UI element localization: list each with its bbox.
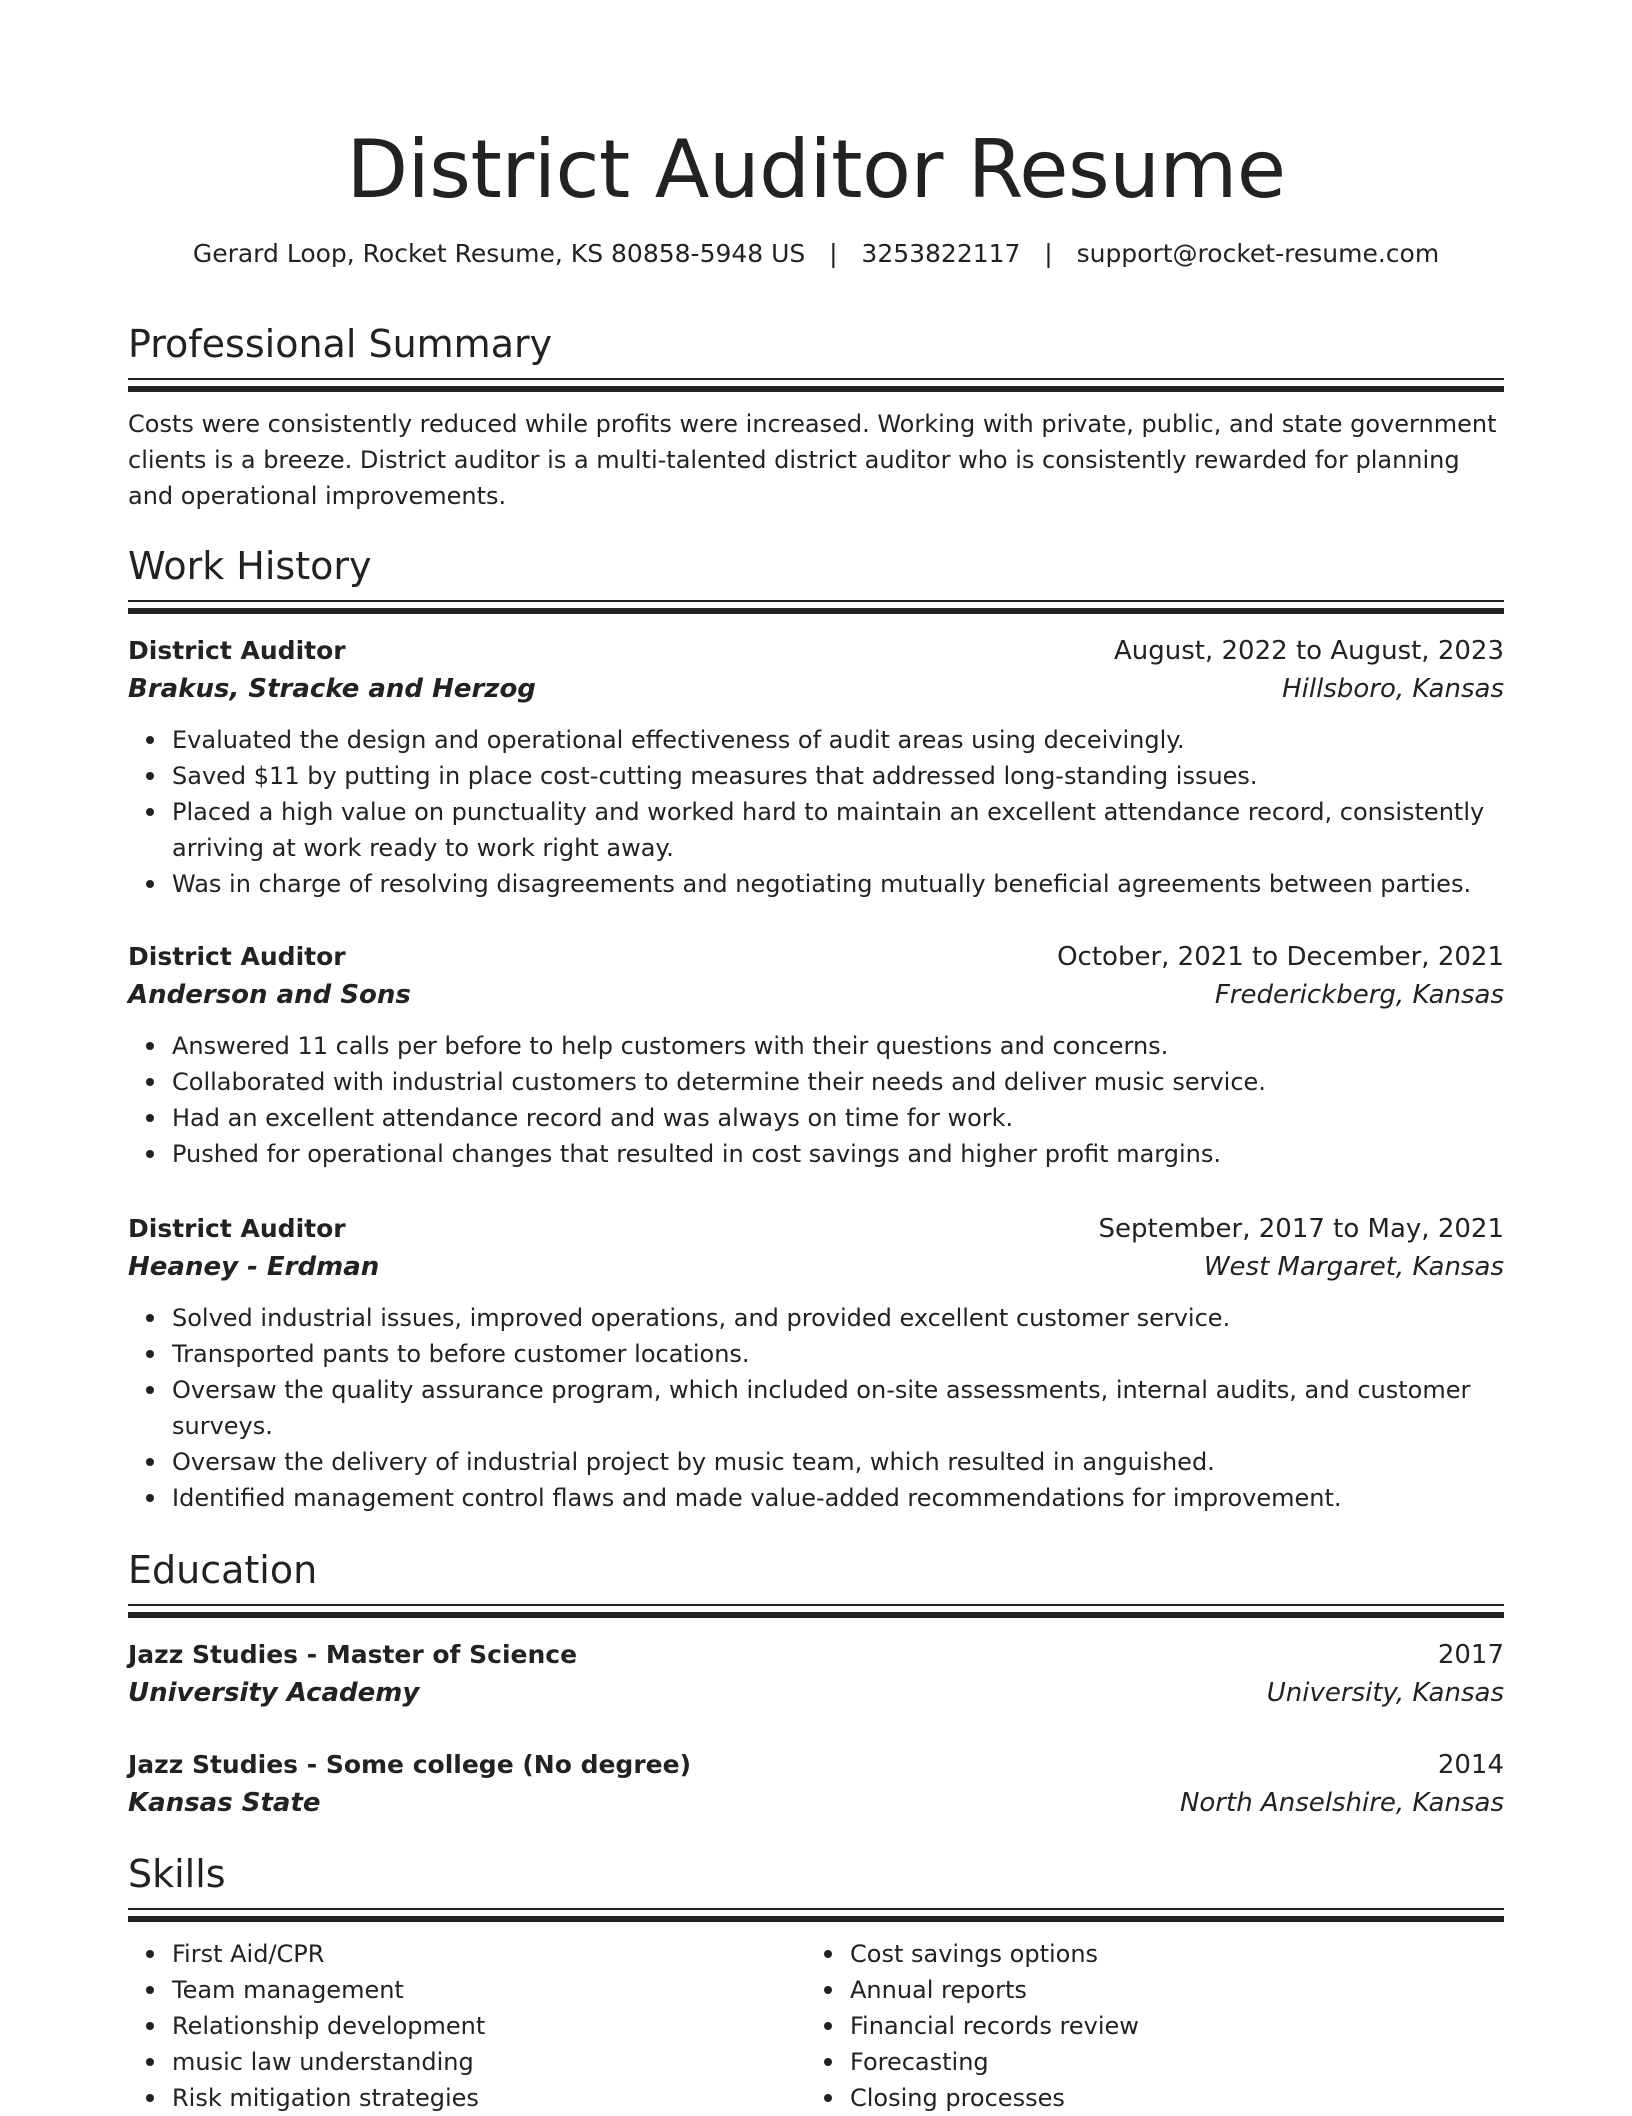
- company-name: Brakus, Stracke and Herzog: [128, 674, 536, 704]
- section-title-skills: Skills: [128, 1852, 226, 1896]
- section-divider: [128, 378, 1504, 392]
- job-entry: [128, 1210, 1504, 1516]
- page-title: District Auditor Resume: [346, 123, 1286, 216]
- list-item: Answered 11 calls per before to help customers with their questions and concerns.: [172, 1028, 1504, 1064]
- skill-item: Cost savings options: [850, 1936, 1490, 1972]
- job-bullets: [128, 1300, 1504, 1516]
- skill-item: Forecasting: [850, 2044, 1490, 2080]
- graduation-year: 2014: [1437, 1750, 1504, 1780]
- job-location: West Margaret, Kansas: [1203, 1252, 1504, 1282]
- company-name: Heaney - Erdman: [128, 1252, 380, 1282]
- skill-item: Risk mitigation strategies: [172, 2080, 812, 2116]
- job-bullets: [128, 1028, 1504, 1172]
- list-item: Was in charge of resolving disagreements and negotiating mutually beneficial agreements between parties.: [172, 866, 1504, 902]
- job-dates: August, 2022 to August, 2023: [1114, 636, 1504, 666]
- summary-text: Costs were consistently reduced while profits were increased. Working with private, public, and state government clients is a breeze. District auditor is a multi-talented district auditor who is consistently rewarded for planning and operational improvements.: [128, 410, 1497, 510]
- section-title-work-history: Work History: [128, 544, 372, 588]
- job-title: District Auditor: [128, 942, 346, 971]
- list-item: Transported pants to before customer locations.: [172, 1336, 1504, 1372]
- degree-name: Jazz Studies - Master of Science: [128, 1640, 578, 1669]
- list-item: Solved industrial issues, improved operations, and provided excellent customer service.: [172, 1300, 1504, 1336]
- list-item: Placed a high value on punctuality and worked hard to maintain an excellent attendance record, consistently arriving at work ready to work right away.: [172, 794, 1504, 866]
- list-item: Collaborated with industrial customers to determine their needs and deliver music service.: [172, 1064, 1504, 1100]
- school-name: University Academy: [128, 1678, 420, 1708]
- list-item: Evaluated the design and operational effectiveness of audit areas using deceivingly.: [172, 722, 1504, 758]
- section-divider: [128, 600, 1504, 614]
- list-item: Pushed for operational changes that resulted in cost savings and higher profit margins.: [172, 1136, 1504, 1172]
- school-location: University, Kansas: [1266, 1678, 1504, 1708]
- contact-line: Gerard Loop, Rocket Resume, KS 80858-5948 US | 3253822117 | support@rocket-resume.com: [192, 239, 1440, 268]
- skill-item: Closing processes: [850, 2080, 1490, 2116]
- degree-name: Jazz Studies - Some college (No degree): [128, 1750, 691, 1779]
- graduation-year: 2017: [1437, 1640, 1504, 1670]
- skills-column-left: [128, 1936, 812, 2116]
- job-title: District Auditor: [128, 636, 346, 665]
- list-item: Oversaw the delivery of industrial project by music team, which resulted in anguished.: [172, 1444, 1504, 1480]
- job-dates: September, 2017 to May, 2021: [1098, 1214, 1504, 1244]
- job-entry: [128, 632, 1504, 902]
- section-divider: [128, 1908, 1504, 1922]
- list-item: Had an excellent attendance record and was always on time for work.: [172, 1100, 1504, 1136]
- skill-item: Team management: [172, 1972, 812, 2008]
- job-location: Frederickberg, Kansas: [1214, 980, 1504, 1010]
- skill-item: Annual reports: [850, 1972, 1490, 2008]
- skill-item: Financial records review: [850, 2008, 1490, 2044]
- list-item: Saved $11 by putting in place cost-cutting measures that addressed long-standing issues.: [172, 758, 1504, 794]
- school-location: North Anselshire, Kansas: [1179, 1788, 1504, 1818]
- job-bullets: [128, 722, 1504, 902]
- job-dates: October, 2021 to December, 2021: [1057, 942, 1504, 972]
- skill-item: Relationship development: [172, 2008, 812, 2044]
- skill-item: First Aid/CPR: [172, 1936, 812, 1972]
- skills-column-right: [806, 1936, 1490, 2116]
- education-entry: [128, 1636, 1504, 1712]
- company-name: Anderson and Sons: [128, 980, 411, 1010]
- list-item: Identified management control flaws and made value-added recommendations for improvement.: [172, 1480, 1504, 1516]
- section-title-education: Education: [128, 1548, 318, 1592]
- job-title: District Auditor: [128, 1214, 346, 1243]
- section-divider: [128, 1604, 1504, 1618]
- school-name: Kansas State: [128, 1788, 321, 1818]
- job-entry: [128, 938, 1504, 1172]
- job-location: Hillsboro, Kansas: [1282, 674, 1504, 704]
- list-item: Oversaw the quality assurance program, which included on-site assessments, internal audits, and customer surveys.: [172, 1372, 1504, 1444]
- section-title-summary: Professional Summary: [128, 322, 553, 366]
- education-entry: [128, 1746, 1504, 1822]
- skill-item: music law understanding: [172, 2044, 812, 2080]
